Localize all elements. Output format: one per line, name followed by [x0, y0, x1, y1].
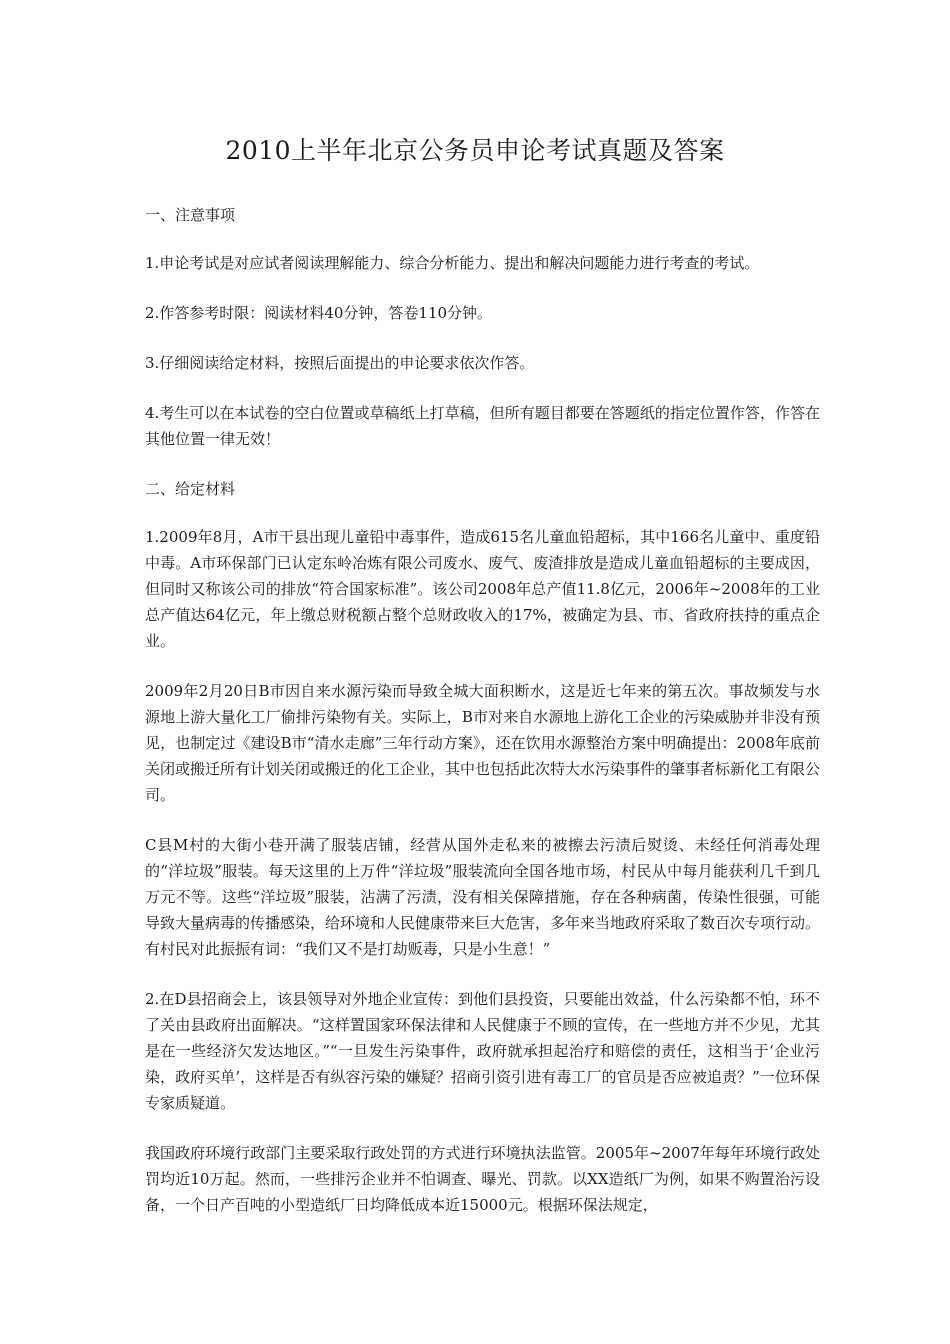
notice-item-1: 1.申论考试是对应试者阅读理解能力、综合分析能力、提出和解决问题能力进行考查的考试。 — [145, 254, 760, 272]
document-body — [145, 202, 820, 1242]
material-paragraph-5: 我国政府环境行政部门主要采取行政处罚的方式进行环境执法监管。2005年~2007年每年环境行政处罚均近10万起。然而，一些排污企业并不怕调查、曝光、罚款。以XX造纸厂为例，如果不购置治污设备，一个日产百吨的小型造纸厂日均降低成本近15000元。根据环保法规定， — [145, 1144, 820, 1214]
notice-item-2: 2.作答参考时限：阅读材料40分钟，答卷110分钟。 — [145, 304, 493, 322]
document-title: 2010上半年北京公务员申论考试真题及答案 — [225, 136, 725, 165]
section-heading-materials: 二、给定材料 — [145, 480, 236, 498]
material-paragraph-1: 1.2009年8月，A市干县出现儿童铅中毒事件，造成615名儿童血铅超标，其中166名儿童中、重度铅中毒。A市环保部门已认定东岭冶炼有限公司废水、废气、废渣排放是造成儿童血铅超标的主要成因，但同时又称该公司的排放“符合国家标准”。该公司2008年总产值11.8亿元，2006年~2008年的工业总产值达64亿元，年上缴总财税额占整个总财政收入的17%，被确定为县、市、省政府扶持的重点企业。 — [145, 528, 820, 650]
notice-item-3: 3.仔细阅读给定材料，按照后面提出的申论要求依次作答。 — [145, 354, 535, 372]
notice-item-4: 4.考生可以在本试卷的空白位置或草稿纸上打草稿，但所有题目都要在答题纸的指定位置作答，作答在其他位置一律无效！ — [145, 404, 820, 448]
section-heading-notice: 一、注意事项 — [145, 206, 236, 224]
material-paragraph-2: 2009年2月20日B市因自来水源污染而导致全城大面积断水，这是近七年来的第五次。事故频发与水源地上游大量化工厂偷排污染物有关。实际上，B市对来自水源地上游化工企业的污染威胁并非没有预见，也制定过《建设B市“清水走廊”三年行动方案》，还在饮用水源整治方案中明确提出：2008年底前关闭或搬迁所有计划关闭或搬迁的化工企业，其中也包括此次特大水污染事件的肇事者标新化工有限公司。 — [145, 682, 821, 804]
material-paragraph-4: 2.在D县招商会上，该县领导对外地企业宣传：到他们县投资，只要能出效益，什么污染都不怕，环不了关由县政府出面解决。“这样置国家环保法律和人民健康于不顾的宣传，在一些地方并不少见，尤其是在一些经济欠发达地区。”“一旦发生污染事件，政府就承担起治疗和赔偿的责任，这相当于‘企业污染，政府买单’，这样是否有纵容污染的嫌疑？招商引资引进有毒工厂的官员是否应被追责？”一位环保专家质疑道。 — [145, 990, 820, 1112]
material-paragraph-3: C县M村的大街小巷开满了服装店铺，经营从国外走私来的被擦去污渍后熨烫、未经任何消毒处理的“洋垃圾”服装。每天这里的上万件“洋垃圾”服装流向全国各地市场，村民从中每月能获利几千到几万元不等。这些“洋垃圾”服装，沾满了污渍，没有相关保障措施，存在各种病菌，传染性很强，可能导致大量病毒的传播感染，给环境和人民健康带来巨大危害，多年来当地政府采取了数百次专项行动。有村民对此振振有词：“我们又不是打劫贩毒，只是小生意！” — [145, 836, 821, 958]
